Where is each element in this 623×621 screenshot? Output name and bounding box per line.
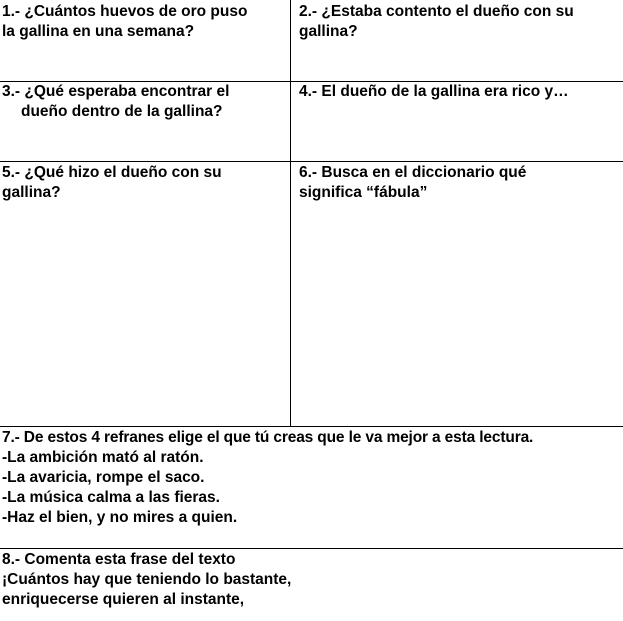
question-1 (0, 2, 290, 42)
column-divider (290, 0, 291, 426)
question-4-line-1: 4.- El dueño de la gallina era rico y… (299, 83, 569, 100)
question-6-line-2: significa “fábula” (299, 184, 428, 201)
question-5 (0, 163, 290, 203)
question-4 (297, 82, 623, 102)
question-7-prompt: 7.- De estos 4 refranes elige el que tú creas que le va mejor a esta lectura. (2, 429, 534, 446)
refran-option-2: -La avaricia, rompe el saco. (2, 469, 205, 486)
question-2-line-1: 2.- ¿Estaba contento el dueño con su (299, 3, 574, 20)
refran-option-1: -La ambición mató al ratón. (2, 449, 204, 466)
refran-option-3: -La música calma a las fieras. (2, 489, 220, 506)
question-3-line-2: dueño dentro de la gallina? (21, 103, 223, 120)
question-6-line-1: 6.- Busca en el diccionario qué (299, 164, 527, 181)
question-1-line-1: 1.- ¿Cuántos huevos de oro puso (2, 3, 248, 20)
question-6 (297, 163, 623, 203)
row-divider-4 (0, 548, 623, 549)
question-8-prompt: 8.- Comenta esta frase del texto (2, 551, 236, 568)
row-divider-3 (0, 426, 623, 427)
refran-option-4: -Haz el bien, y no mires a quien. (2, 509, 238, 526)
question-3 (0, 82, 290, 122)
quote-line-2: enriquecerse quieren al instante, (2, 591, 245, 608)
question-3-line-1: 3.- ¿Qué esperaba encontrar el (2, 83, 230, 100)
question-2 (297, 2, 623, 42)
row-divider-2 (0, 161, 623, 162)
question-1-line-2: la gallina en una semana? (2, 23, 195, 40)
quote-line-1: ¡Cuántos hay que teniendo lo bastante, (2, 571, 292, 588)
question-8 (0, 550, 623, 610)
question-7 (0, 428, 623, 528)
question-2-line-2: gallina? (299, 23, 358, 40)
question-5-line-2: gallina? (2, 184, 61, 201)
question-5-line-1: 5.- ¿Qué hizo el dueño con su (2, 164, 222, 181)
